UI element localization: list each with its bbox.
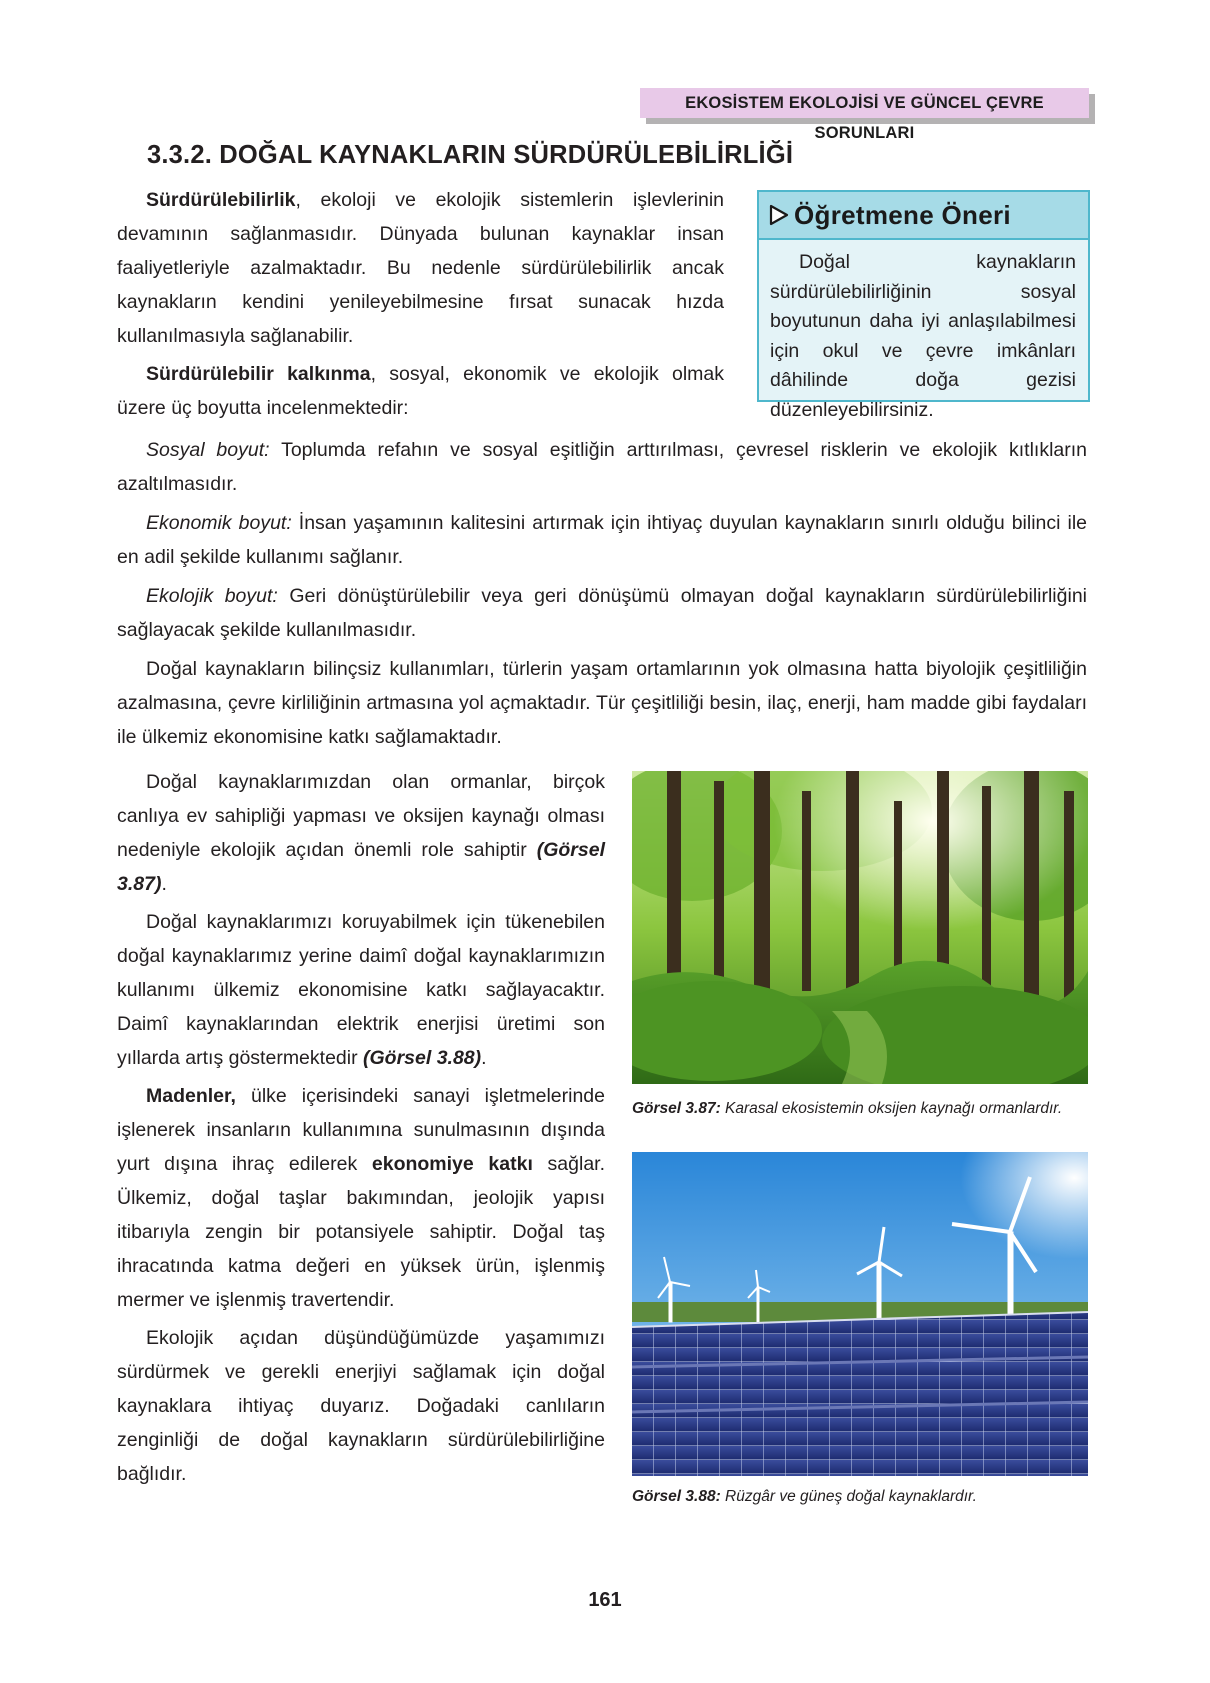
- figure-caption-text: Karasal ekosistemin oksijen kaynağı ormanlardır.: [720, 1100, 1063, 1117]
- teacher-suggestion-box: [757, 190, 1090, 421]
- paragraph-sustainability: [117, 183, 724, 353]
- paragraph-renewable-energy: [117, 905, 605, 1075]
- paragraph-ecological-need: Ekolojik açıdan düşündüğümüzde yaşamımızı sürdürmek ve gerekli enerjiyi sağlamak için doğal kaynaklara ihtiyaç duyarız. Doğadaki canlıların zenginliği de doğal kaynakların sürdürülebilirliğine bağlıdır.: [117, 1327, 605, 1485]
- dimension-text: İnsan yaşamının kalitesini artırmak için ihtiyaç duyulan kaynakların sınırlı olduğu bilinci ile en adil şekilde kullanımı sağlanır.: [117, 512, 1088, 568]
- figure-ref-3-87: (Görsel 3.87): [117, 839, 605, 895]
- period: .: [481, 1047, 487, 1069]
- paragraph-biodiversity: Doğal kaynakların bilinçsiz kullanımları, türlerin yaşam ortamlarının yok olmasına hatta biyolojik çeşitliliğin azalmasına, çevre kirliliğinin artmasına yol açmaktadır. Tür çeşitliliği besin, ilaç, enerji, ham madde gibi faydaları ile ülkemiz ekonomisine katkı sağlamaktadır.: [117, 658, 1087, 748]
- paragraph-forests: [117, 765, 605, 901]
- paragraph-text: , sosyal, ekonomik ve ekolojik olmak üzere üç boyutta incelenmektedir:: [117, 363, 724, 419]
- paragraph-mines: [117, 1079, 605, 1317]
- running-header: [640, 88, 1089, 142]
- figure-ref-3-88: (Görsel 3.88): [363, 1047, 482, 1069]
- dimension-social: [117, 433, 1087, 501]
- dimension-label: Ekonomik boyut:: [146, 512, 292, 534]
- forest-photo: [632, 771, 1088, 1084]
- wind-solar-illustration: [632, 1152, 1088, 1476]
- figure-caption-3-88: [632, 1488, 977, 1506]
- paragraph-text: Doğal kaynaklarımızdan olan ormanlar, birçok canlıya ev sahipliği yapması ve oksijen kaynağı olması nedeniyle ekolojik açıdan önemli role sahiptir: [117, 771, 605, 861]
- page-number: 161: [588, 1589, 622, 1611]
- dimensions-section: [117, 433, 1087, 754]
- play-triangle-icon: [768, 204, 790, 226]
- dimension-ecological: [117, 579, 1087, 647]
- dimension-text: Toplumda refahın ve sosyal eşitliğin arttırılması, çevresel risklerin ve ekolojik kıtlıkların azaltılmasıdır.: [117, 439, 1088, 495]
- dimension-economic: [117, 506, 1087, 574]
- paragraph-sustainable-development: [117, 357, 724, 425]
- term-economic-contribution: ekonomiye katkı: [371, 1153, 533, 1175]
- term-sustainability: Sürdürülebilirlik: [146, 189, 296, 211]
- term-mines: Madenler,: [146, 1085, 236, 1107]
- term-sustainable-development: Sürdürülebilir kalkınma: [146, 363, 371, 385]
- wind-solar-photo: [632, 1152, 1088, 1476]
- figure-caption-3-87: [632, 1100, 1062, 1118]
- paragraph-text: , ekoloji ve ekolojik sistemlerin işlevlerinin devamının sağlanmasıdır. Dünyada bulunan kaynaklar insan faaliyetleriyle azalmaktadır. Bu nedenle sürdürülebilirlik ancak kaynakların kendini yenileyebilmesine fırsat sunacak hızda kullanılmasıyla sağlanabilir.: [117, 189, 724, 347]
- dimension-label: Sosyal boyut:: [146, 439, 270, 461]
- figure-label: Görsel 3.88:: [632, 1488, 721, 1505]
- intro-column: [117, 183, 724, 425]
- period: .: [161, 873, 167, 895]
- dimension-text: Geri dönüştürülebilir veya geri dönüşümü olmayan doğal kaynakların sürdürülebilirliğini sağlayacak şekilde kullanılmasıdır.: [117, 585, 1087, 641]
- figure-caption-text: Rüzgâr ve güneş doğal kaynaklardır.: [720, 1488, 977, 1505]
- left-column: [117, 765, 605, 1491]
- paragraph-text: Doğal kaynaklarımızı koruyabilmek için tükenebilen doğal kaynaklarımız yerine daimî doğal kaynaklarımızın kullanımı ülkemiz ekonomisine katkı sağlayacaktır. Daimî kaynaklarından elektrik enerjisi üretimi son yıllarda artış göstermektedir: [117, 911, 605, 1069]
- teacher-suggestion-title: Öğretmene Öneri: [794, 199, 1011, 230]
- section-title: 3.3.2. DOĞAL KAYNAKLARIN SÜRDÜRÜLEBİLİRLİĞİ: [147, 141, 794, 169]
- paragraph-text: sağlar. Ülkemiz, doğal taşlar bakımından, jeolojik yapısı itibarıyla zengin bir potansiyele sahiptir. Doğal taş ihracatında katma değeri en yüksek ürün, işlenmiş mermer ve işlenmiş travertendir.: [117, 1153, 606, 1311]
- paragraph-text: ülke içerisindeki sanayi işletmelerinde işlenerek insanların kullanımına sunulmasının dışında yurt dışına ihraç edilerek: [117, 1085, 605, 1175]
- dimension-label: Ekolojik boyut:: [146, 585, 278, 607]
- teacher-suggestion-text: Doğal kaynakların sürdürülebilirliğinin sosyal boyutunun daha iyi anlaşılabilmesi için okul ve çevre imkânları dâhilinde doğa gezisi düzenleyebilirsiniz.: [770, 251, 1076, 421]
- forest-illustration: [632, 771, 1088, 1084]
- teacher-suggestion-header: [759, 192, 1088, 240]
- running-header-text: EKOSİSTEM EKOLOJİSİ VE GÜNCEL ÇEVRE SORUNLARI: [685, 94, 1044, 142]
- figure-label: Görsel 3.87:: [632, 1100, 721, 1117]
